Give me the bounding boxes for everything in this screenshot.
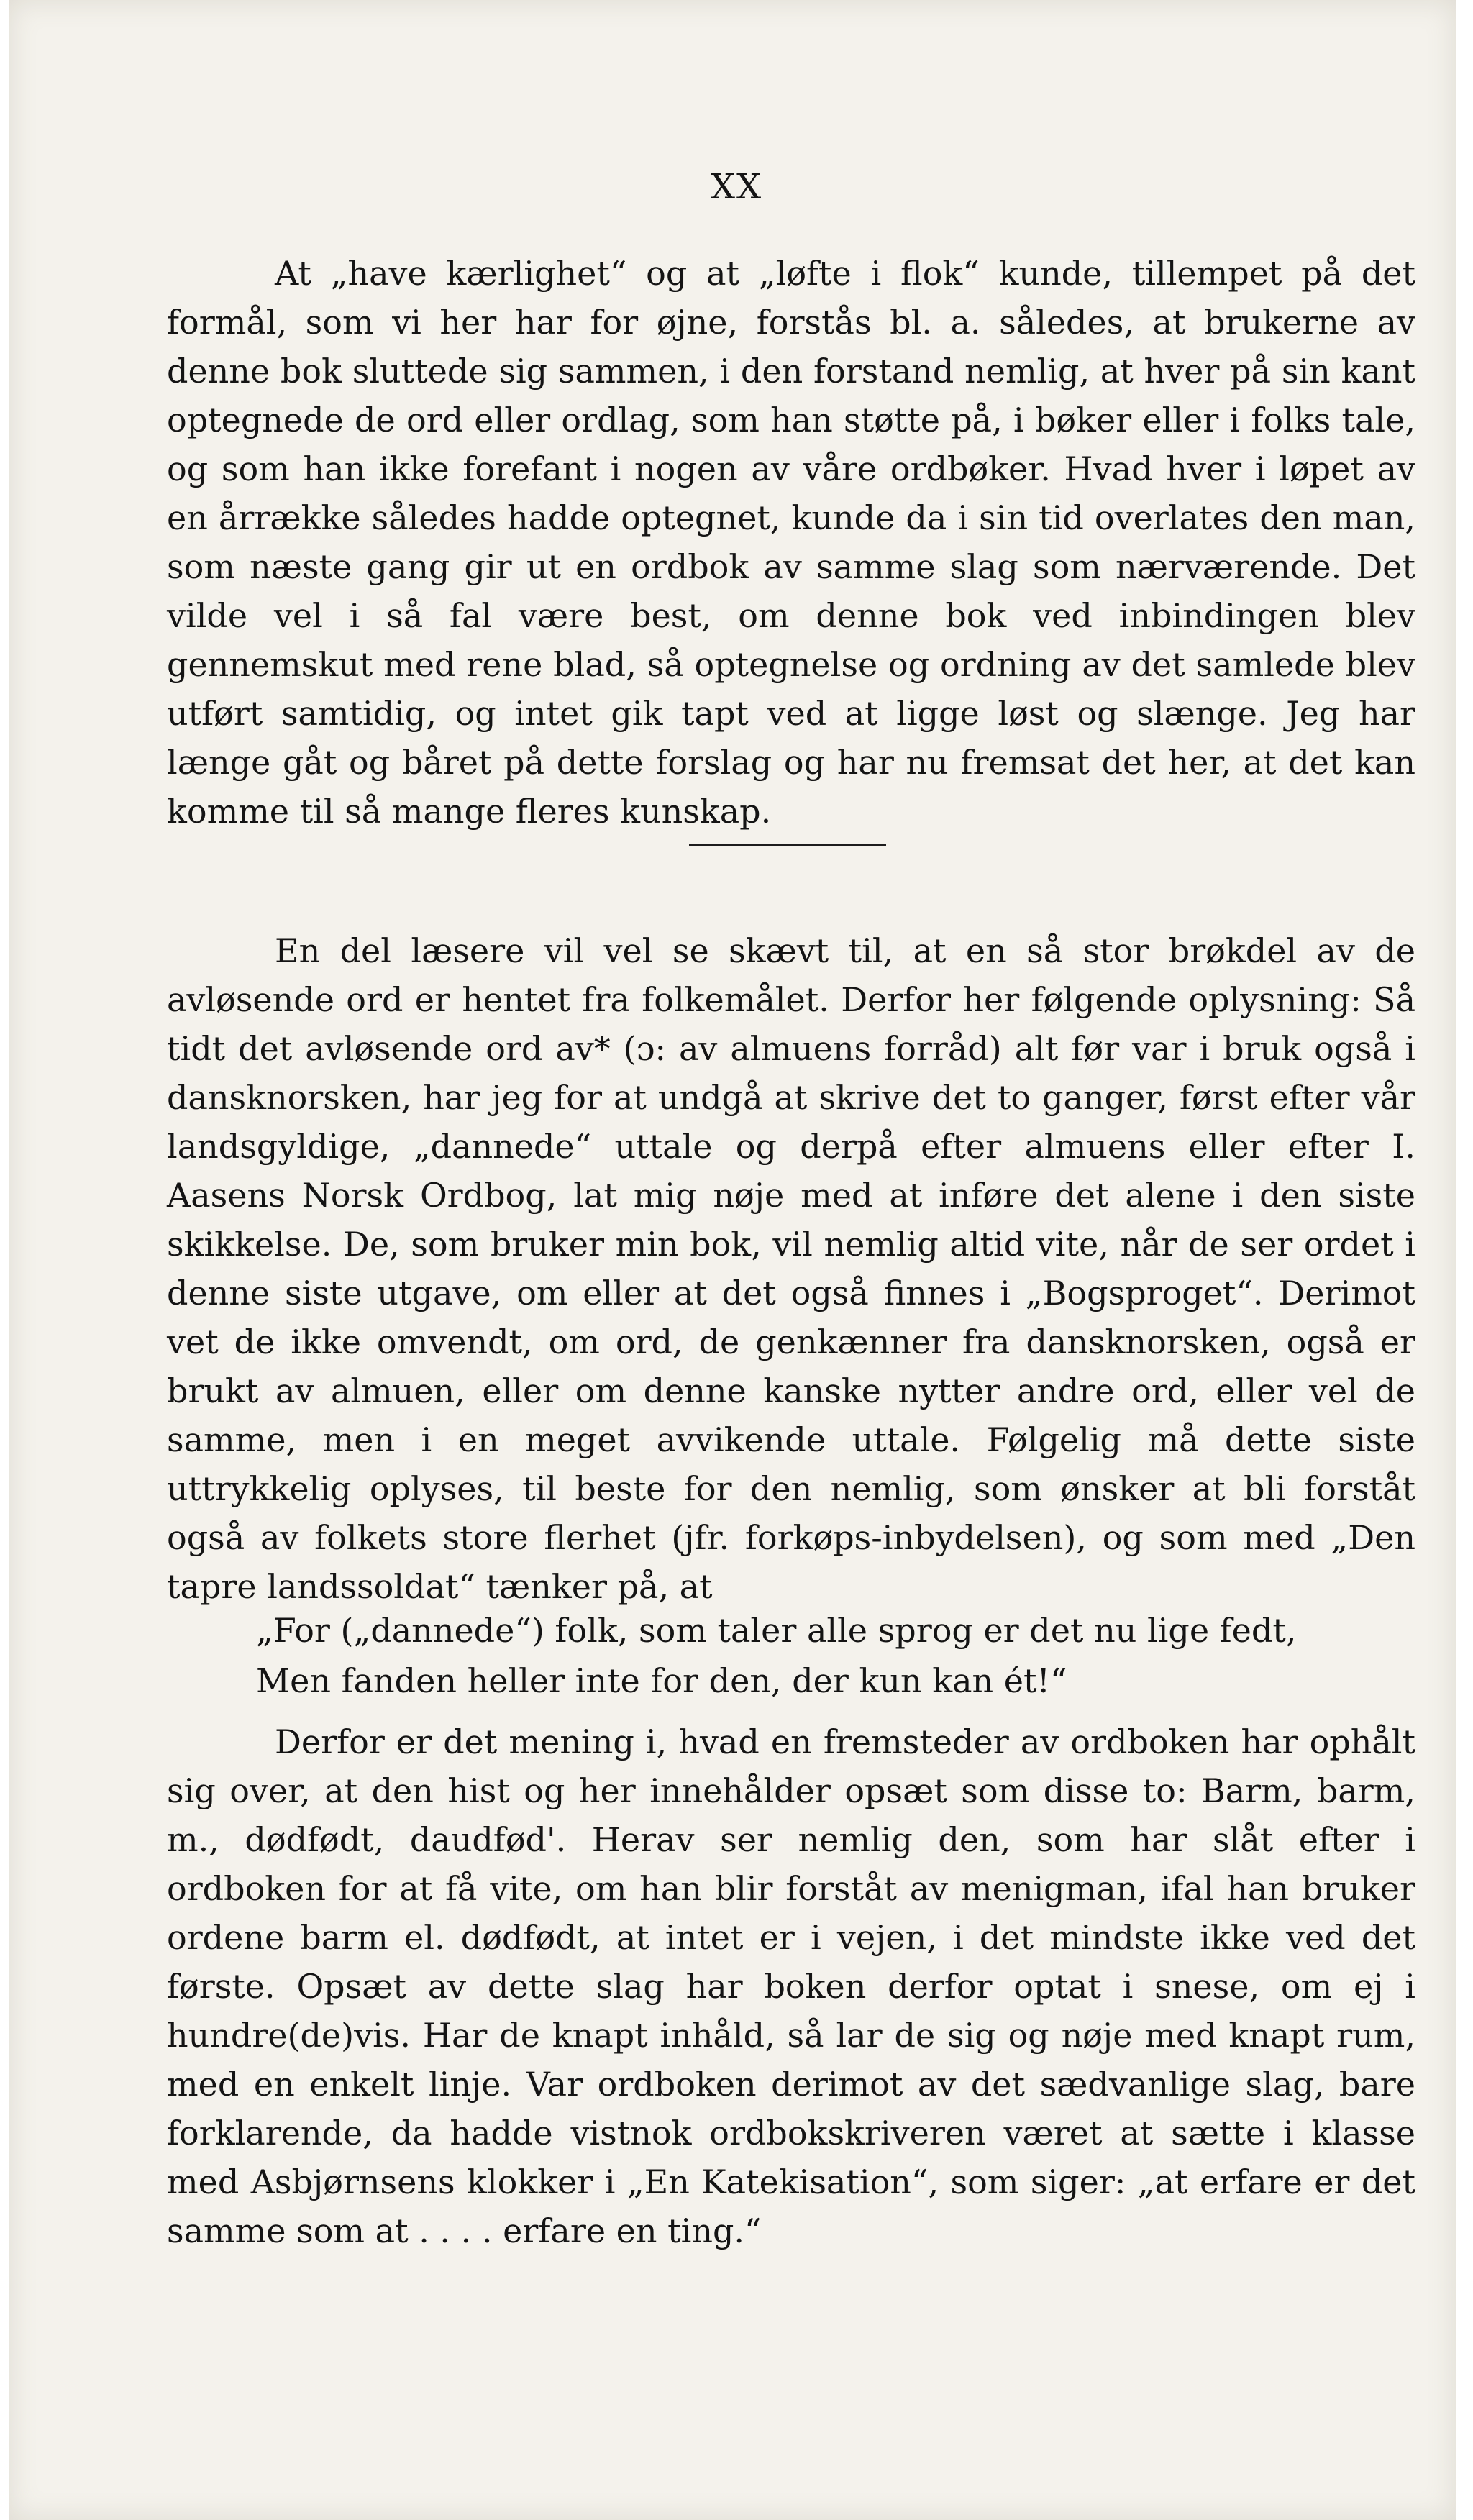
verse-quote	[256, 1605, 1473, 1706]
page-number: XX	[710, 167, 763, 207]
paragraph-block-2	[167, 926, 1415, 1611]
paragraph-1: At „have kærlighet“ og at „løfte i flok“ kunde, tillempet på det formål, som vi her har for øjne, forstås bl. a. således, at brukerne av denne bok sluttede sig sammen, i den forstand nemlig, at hver på sin kant optegnede de ord eller ordlag, som han støtte på, i bøker eller i folks tale, og som han ikke forefant i nogen av våre ordbøker. Hvad hver i løpet av en årrække således hadde optegnet, kunde da i sin tid overlates den man, som næste gang gir ut en ordbok av samme slag som nærværende. Det vilde vel i så fal være best, om denne bok ved inbindingen blev gennemskut med rene blad, så optegnelse og ordning av det samlede blev utført samtidig, og intet gik tapt ved at ligge løst og slænge. Jeg har længe gåt og båret på dette forslag og har nu fremsat det her, at det kan komme til så mange fleres kunskap.	[167, 254, 1415, 831]
paragraph-2: En del læsere vil vel se skævt til, at en så stor brøkdel av de avløsende ord er hentet fra folkemålet. Derfor her følgende oplysning: Så tidt det avløsende ord av* (ɔ: av almuens forråd) alt før var i bruk også i dansknorsken, har jeg for at undgå at skrive det to ganger, først efter vår landsgyldige, „dannede“ uttale og derpå efter almuens eller efter I. Aasens Norsk Ordbog, lat mig nøje med at inføre det alene i den siste skikkelse. De, som bruker min bok, vil nemlig altid vite, når de ser ordet i denne siste utgave, om eller at det også finnes i „Bogsproget“. Derimot vet de ikke omvendt, om ord, de genkænner fra dansknorsken, også er brukt av almuen, eller om denne kanske nytter andre ord, eller vel de samme, men i en meget avvikende uttale. Følgelig må dette siste uttrykkelig oplyses, til beste for den nemlig, som ønsker at bli forståt også av folkets store flerhet (jfr. forkøps-inbydelsen), og som med „Den tapre landssoldat“ tænker på, at	[167, 931, 1415, 1606]
verse-line-2: Men fanden heller inte for den, der kun kan ét!“	[256, 1661, 1067, 1700]
paragraph-block-1	[167, 249, 1415, 836]
verse-line-1: „For („dannede“) folk, som taler alle sprog er det nu lige fedt,	[256, 1611, 1297, 1650]
paragraph-block-3	[167, 1717, 1415, 2255]
paragraph-3: Derfor er det mening i, hvad en fremsteder av ordboken har ophålt sig over, at den hist og her innehålder opsæt som disse to: Barm, barm, m., dødfødt, daudfød'. Herav ser nemlig den, som har slåt efter i ordboken for at få vite, om han blir forståt av menigman, ifal han bruker ordene barm el. dødfødt, at intet er i vejen, i det mindste ikke ved det første. Opsæt av dette slag har boken derfor optat i snese, om ej i hundre(de)vis. Har de knapt inhåld, så lar de sig og nøje med knapt rum, med en enkelt linje. Var ordboken derimot av det sædvanlige slag, bare forklarende, da hadde vistnok ordbokskriveren været at sætte i klasse med Asbjørnsens klokker i „En Katekisation“, som siger: „at erfare er det samme som at . . . . erfare en ting.“	[167, 1722, 1415, 2250]
section-divider	[689, 844, 886, 846]
